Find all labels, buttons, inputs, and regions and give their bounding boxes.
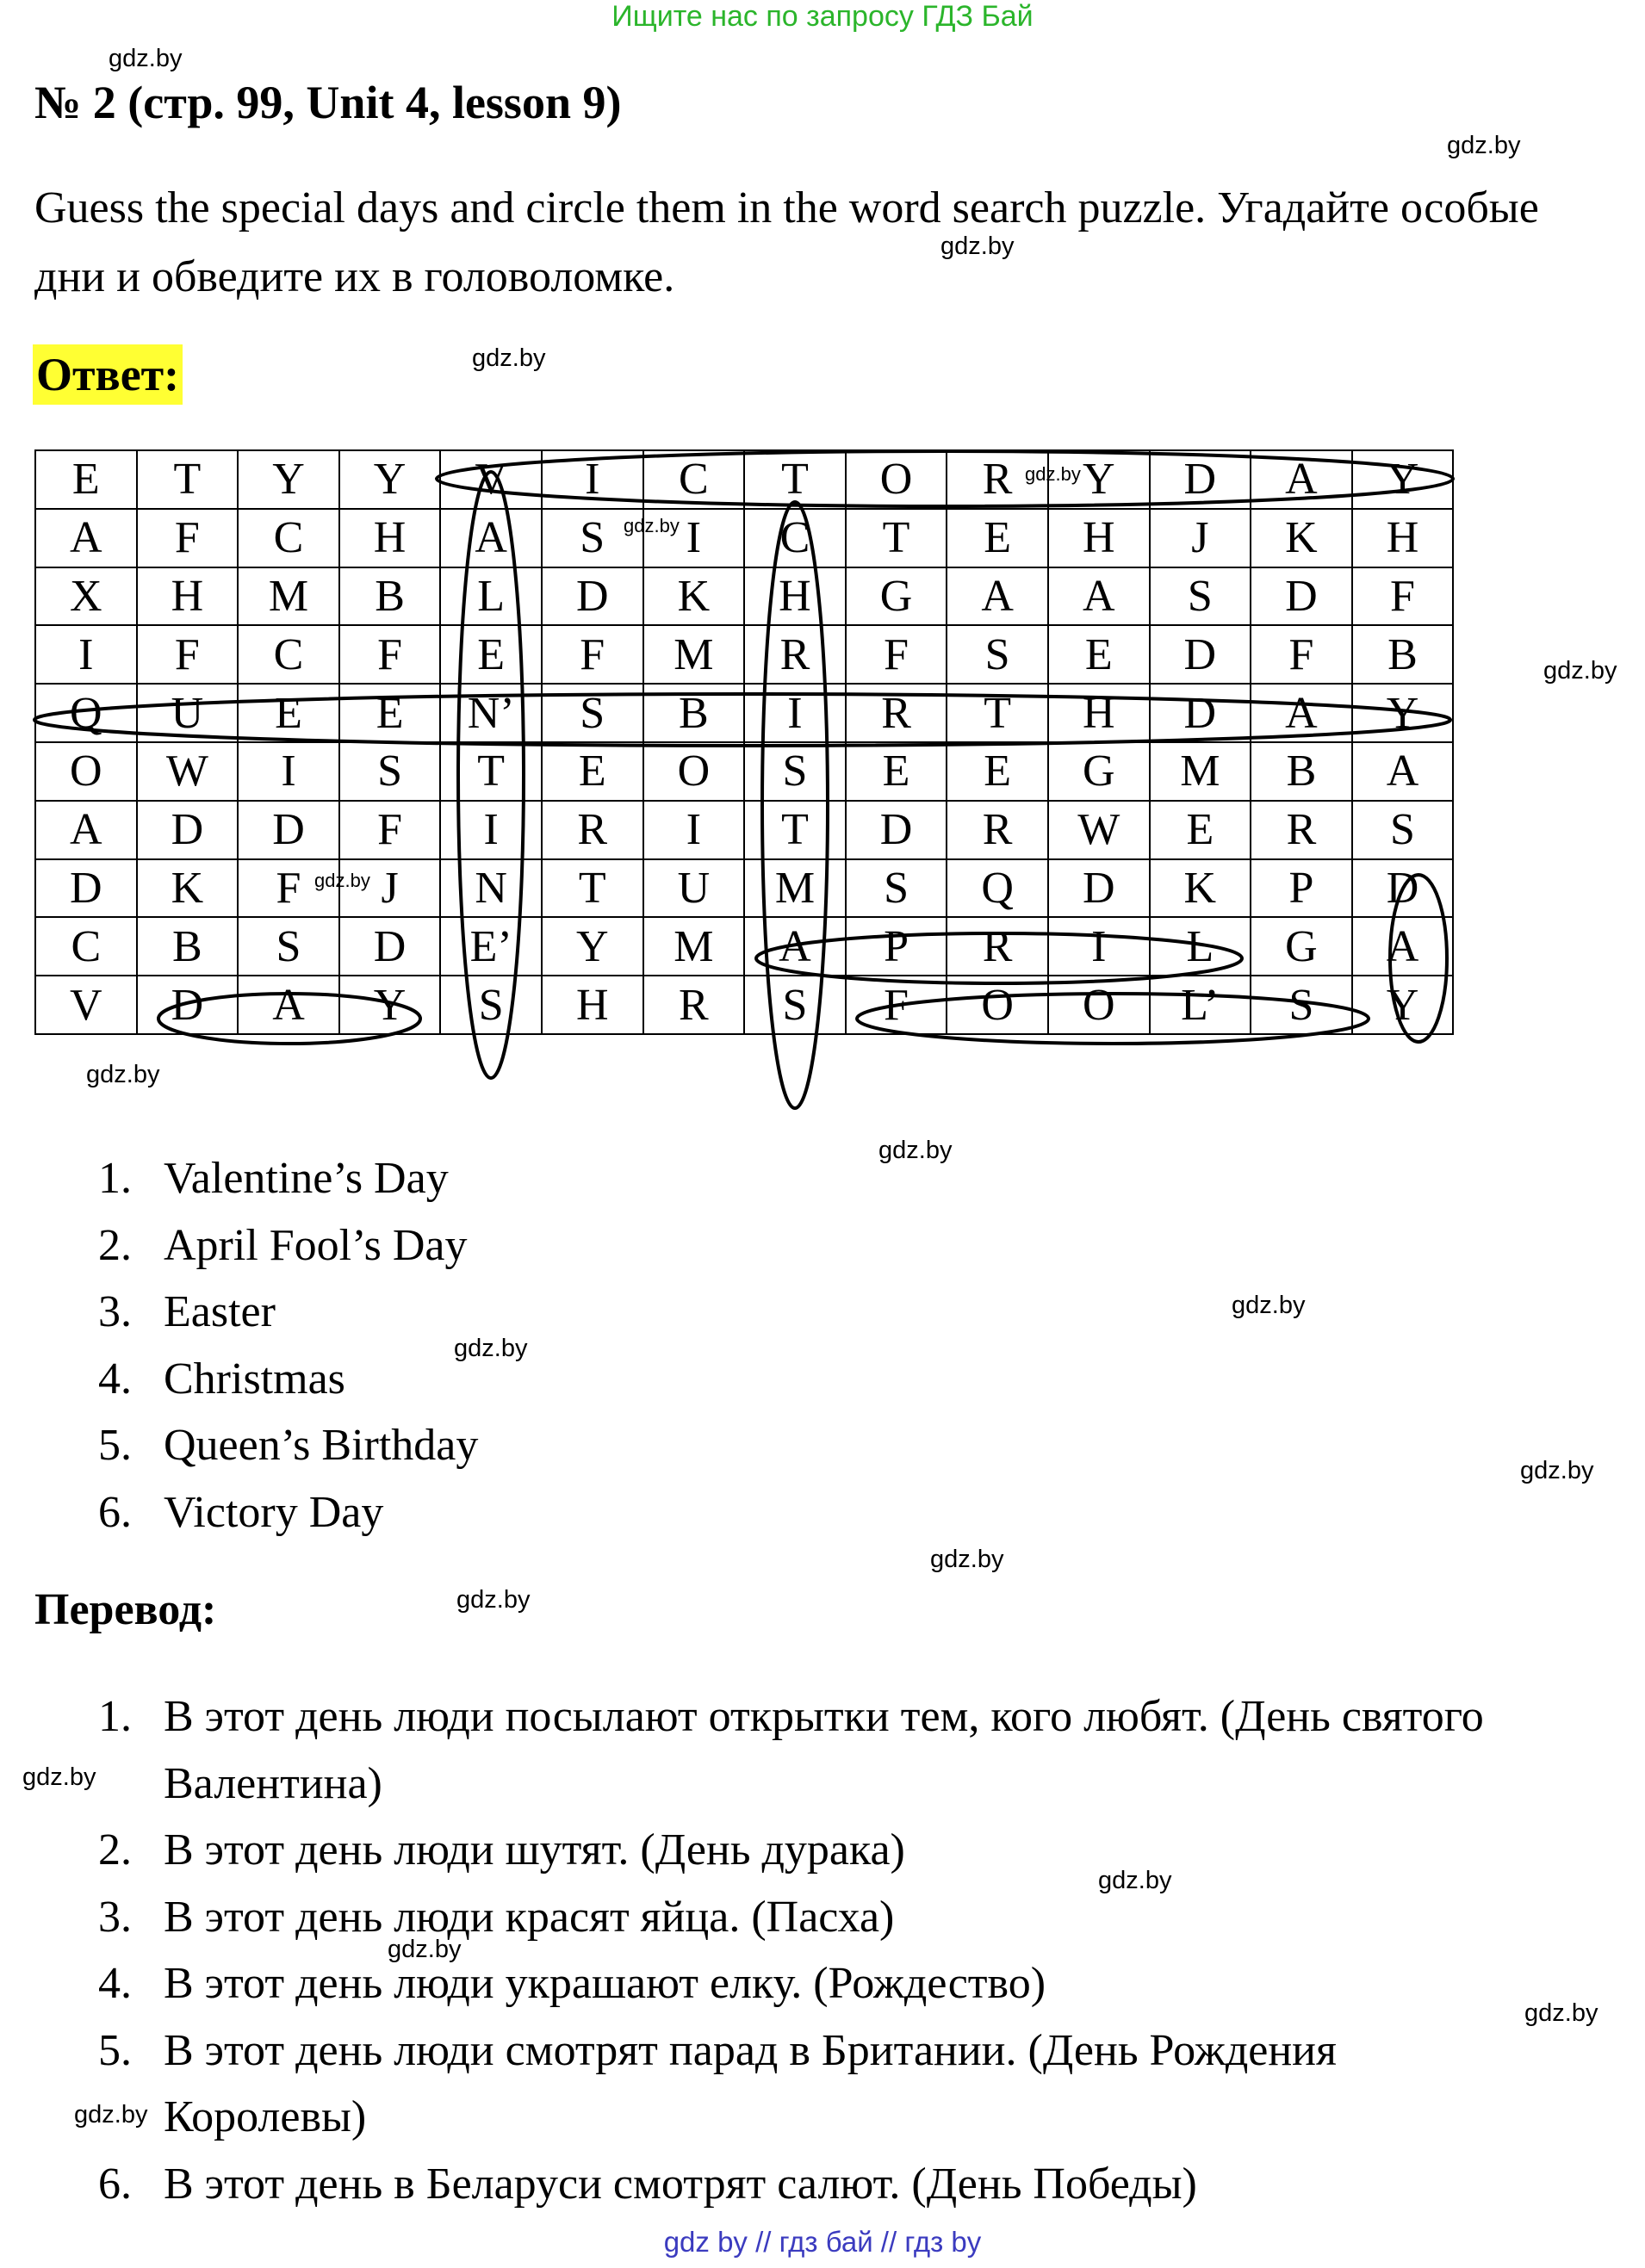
grid-cell: T	[947, 684, 1048, 742]
grid-cell: F	[238, 859, 339, 918]
watermark: gdz.by	[878, 1137, 953, 1164]
list-item: 6. Victory Day	[98, 1487, 384, 1537]
grid-cell: C	[238, 509, 339, 567]
grid-cell: M	[643, 917, 745, 976]
grid-cell: K	[137, 859, 239, 918]
grid-cell: H	[1352, 509, 1454, 567]
grid-cell: S	[744, 976, 846, 1034]
grid-row	[35, 625, 1453, 684]
grid-cell: R	[947, 450, 1048, 509]
watermark: gdz.by	[1524, 1999, 1598, 2027]
watermark: gdz.by	[1025, 463, 1081, 485]
grid-cell: D	[1150, 450, 1251, 509]
grid-cell: H	[1048, 684, 1150, 742]
grid-cell: G	[1251, 917, 1352, 976]
grid-cell: K	[643, 567, 745, 626]
watermark: gdz.by	[1098, 1867, 1172, 1894]
watermark: gdz.by	[940, 232, 1015, 260]
list-item: 5. В этот день люди смотрят парад в Британии. (День Рождения Королевы)	[98, 2025, 1337, 2141]
list-item: 1. В этот день люди посылают открытки тем, кого любят. (День святого Валентина)	[98, 1692, 1484, 1808]
watermark: gdz.by	[472, 344, 546, 372]
grid-cell: R	[1251, 801, 1352, 859]
list-item: 1. Valentine’s Day	[98, 1154, 449, 1203]
grid-cell: E	[440, 625, 542, 684]
grid-cell: O	[947, 976, 1048, 1034]
grid-cell: D	[1352, 859, 1454, 918]
grid-cell: C	[643, 450, 745, 509]
grid-cell: Y	[1048, 450, 1150, 509]
grid-cell: Y	[238, 450, 339, 509]
grid-cell: R	[542, 801, 643, 859]
grid-cell: C	[744, 509, 846, 567]
grid-cell: Q	[947, 859, 1048, 918]
list-item: 3. Easter	[98, 1287, 276, 1336]
list-item: 2. April Fool’s Day	[98, 1220, 468, 1270]
grid-cell: D	[846, 801, 947, 859]
grid-cell: A	[238, 976, 339, 1034]
grid-cell: U	[137, 684, 239, 742]
grid-cell: Y	[1352, 976, 1454, 1034]
grid-cell: T	[846, 509, 947, 567]
grid-cell: F	[846, 625, 947, 684]
grid-cell: Y	[1352, 450, 1454, 509]
grid-cell: I	[1048, 917, 1150, 976]
grid-row	[35, 450, 1453, 509]
grid-cell: M	[643, 625, 745, 684]
grid-row	[35, 684, 1453, 742]
grid-cell: Y	[1352, 684, 1454, 742]
translations-list	[34, 1683, 1533, 2217]
grid-cell: U	[643, 859, 745, 918]
answers-list	[34, 1145, 478, 1546]
grid-cell: H	[542, 976, 643, 1034]
grid-cell: E	[947, 509, 1048, 567]
grid-cell: S	[744, 742, 846, 801]
watermark: gdz.by	[454, 1335, 528, 1362]
grid-cell: M	[1150, 742, 1251, 801]
grid-cell: S	[542, 684, 643, 742]
grid-cell: T	[744, 801, 846, 859]
watermark: gdz.by	[22, 1763, 96, 1791]
grid-cell: I	[35, 625, 137, 684]
grid-cell: P	[846, 917, 947, 976]
grid-cell: Y	[339, 976, 441, 1034]
grid-cell: M	[238, 567, 339, 626]
grid-cell: I	[643, 801, 745, 859]
word-search-grid	[34, 449, 1454, 1035]
grid-cell: D	[137, 976, 239, 1034]
grid-cell: X	[35, 567, 137, 626]
grid-cell: E	[35, 450, 137, 509]
grid-cell: R	[947, 801, 1048, 859]
grid-cell: B	[1352, 625, 1454, 684]
grid-cell: A	[1048, 567, 1150, 626]
page-title: № 2 (стр. 99, Unit 4, lesson 9)	[34, 77, 622, 128]
grid-cell: F	[846, 976, 947, 1034]
list-item: 5. Queen’s Birthday	[98, 1421, 479, 1470]
grid-cell: T	[542, 859, 643, 918]
grid-cell: A	[440, 509, 542, 567]
grid-cell: C	[238, 625, 339, 684]
grid-cell: D	[1150, 684, 1251, 742]
grid-cell: F	[137, 625, 239, 684]
grid-cell: L	[1150, 917, 1251, 976]
watermark: gdz.by	[624, 515, 680, 536]
grid-cell: B	[1251, 742, 1352, 801]
grid-cell: I	[440, 801, 542, 859]
grid-row	[35, 917, 1453, 976]
grid-cell: E	[1150, 801, 1251, 859]
grid-cell: G	[1048, 742, 1150, 801]
grid-cell: E	[1048, 625, 1150, 684]
grid-cell: K	[1251, 509, 1352, 567]
grid-cell: E’	[440, 917, 542, 976]
watermark: gdz.by	[388, 1936, 462, 1963]
grid-row	[35, 567, 1453, 626]
grid-cell: E	[542, 742, 643, 801]
list-item: 3. В этот день люди красят яйца. (Пасха)	[98, 1892, 895, 1942]
grid-cell: O	[1048, 976, 1150, 1034]
grid-cell: T	[744, 450, 846, 509]
watermark: gdz.by	[86, 1061, 160, 1088]
grid-cell: S	[542, 509, 643, 567]
grid-cell: Y	[339, 450, 441, 509]
grid-cell: R	[643, 976, 745, 1034]
grid-cell: D	[1251, 567, 1352, 626]
grid-cell: F	[1251, 625, 1352, 684]
grid-cell: D	[1150, 625, 1251, 684]
grid-cell: A	[35, 801, 137, 859]
grid-cell: M	[744, 859, 846, 918]
grid-cell: A	[1251, 684, 1352, 742]
grid-cell: C	[35, 917, 137, 976]
grid-cell: E	[238, 684, 339, 742]
grid-cell: B	[137, 917, 239, 976]
grid-cell: I	[643, 509, 745, 567]
grid-cell: E	[339, 684, 441, 742]
top-banner[interactable]: Ищите нас по запросу ГДЗ Бай	[611, 0, 1034, 33]
list-item: 4. Christmas	[98, 1354, 345, 1404]
grid-cell: T	[137, 450, 239, 509]
grid-cell: S	[440, 976, 542, 1034]
grid-cell: N	[440, 859, 542, 918]
grid-cell: V	[440, 450, 542, 509]
watermark: gdz.by	[1447, 132, 1521, 159]
grid-cell: E	[947, 742, 1048, 801]
grid-cell: R	[744, 625, 846, 684]
list-item: 4. В этот день люди украшают елку. (Рождество)	[98, 1959, 1046, 2008]
grid-cell: O	[846, 450, 947, 509]
grid-cell: S	[947, 625, 1048, 684]
grid-cell: A	[744, 917, 846, 976]
list-item: 2. В этот день люди шутят. (День дурака)	[98, 1825, 905, 1875]
grid-cell: W	[1048, 801, 1150, 859]
grid-cell: F	[339, 625, 441, 684]
grid-cell: P	[1251, 859, 1352, 918]
grid-cell: F	[339, 801, 441, 859]
grid-cell: H	[339, 509, 441, 567]
grid-cell: B	[643, 684, 745, 742]
grid-cell: G	[846, 567, 947, 626]
answer-label: Ответ:	[33, 344, 183, 405]
grid-cell: K	[1150, 859, 1251, 918]
grid-cell: A	[1352, 742, 1454, 801]
watermark: gdz.by	[1543, 657, 1617, 685]
grid-cell: F	[542, 625, 643, 684]
grid-cell: S	[846, 859, 947, 918]
grid-cell: O	[35, 742, 137, 801]
grid-cell: A	[1352, 917, 1454, 976]
grid-cell: Q	[35, 684, 137, 742]
grid-row	[35, 859, 1453, 918]
translation-label: Перевод:	[34, 1585, 217, 1634]
grid-cell: S	[1150, 567, 1251, 626]
grid-cell: L	[440, 567, 542, 626]
watermark: gdz.by	[74, 2101, 148, 2129]
grid-cell: A	[1251, 450, 1352, 509]
grid-cell: B	[339, 567, 441, 626]
grid-cell: I	[744, 684, 846, 742]
watermark: gdz.by	[1232, 1292, 1306, 1319]
grid-cell: F	[137, 509, 239, 567]
watermark: gdz.by	[109, 45, 183, 72]
footer-links[interactable]: gdz by // гдз бай // гдз by	[663, 2226, 982, 2258]
grid-row	[35, 742, 1453, 801]
grid-cell: H	[1048, 509, 1150, 567]
grid-cell: J	[339, 859, 441, 918]
grid-cell: I	[238, 742, 339, 801]
grid-cell: D	[542, 567, 643, 626]
watermark: gdz.by	[930, 1546, 1004, 1573]
grid-cell: S	[1251, 976, 1352, 1034]
grid-cell: D	[35, 859, 137, 918]
grid-cell: W	[137, 742, 239, 801]
grid-cell: D	[238, 801, 339, 859]
grid-cell: S	[339, 742, 441, 801]
grid-row	[35, 976, 1453, 1034]
grid-cell: N’	[440, 684, 542, 742]
grid-cell: R	[947, 917, 1048, 976]
grid-cell: L’	[1150, 976, 1251, 1034]
grid-cell: S	[238, 917, 339, 976]
grid-cell: S	[1352, 801, 1454, 859]
grid-cell: A	[35, 509, 137, 567]
grid-cell: D	[339, 917, 441, 976]
grid-cell: R	[846, 684, 947, 742]
grid-cell: A	[947, 567, 1048, 626]
watermark: gdz.by	[1520, 1457, 1594, 1484]
grid-cell: E	[846, 742, 947, 801]
list-item: 6. В этот день в Беларуси смотрят салют. (День Победы)	[98, 2159, 1197, 2209]
task-text: Guess the special days and circle them in the word search puzzle. Угадайте особые дни и обведите их в головоломке.	[34, 183, 1539, 301]
grid-cell: D	[137, 801, 239, 859]
grid-cell: Y	[542, 917, 643, 976]
grid-cell: V	[35, 976, 137, 1034]
grid-cell: H	[744, 567, 846, 626]
grid-cell: J	[1150, 509, 1251, 567]
grid-row	[35, 509, 1453, 567]
grid-cell: F	[1352, 567, 1454, 626]
watermark: gdz.by	[456, 1586, 531, 1614]
grid-cell: H	[137, 567, 239, 626]
grid-row	[35, 801, 1453, 859]
grid-cell: T	[440, 742, 542, 801]
grid-cell: I	[542, 450, 643, 509]
watermark: gdz.by	[314, 870, 370, 891]
grid-cell: D	[1048, 859, 1150, 918]
grid-cell: O	[643, 742, 745, 801]
